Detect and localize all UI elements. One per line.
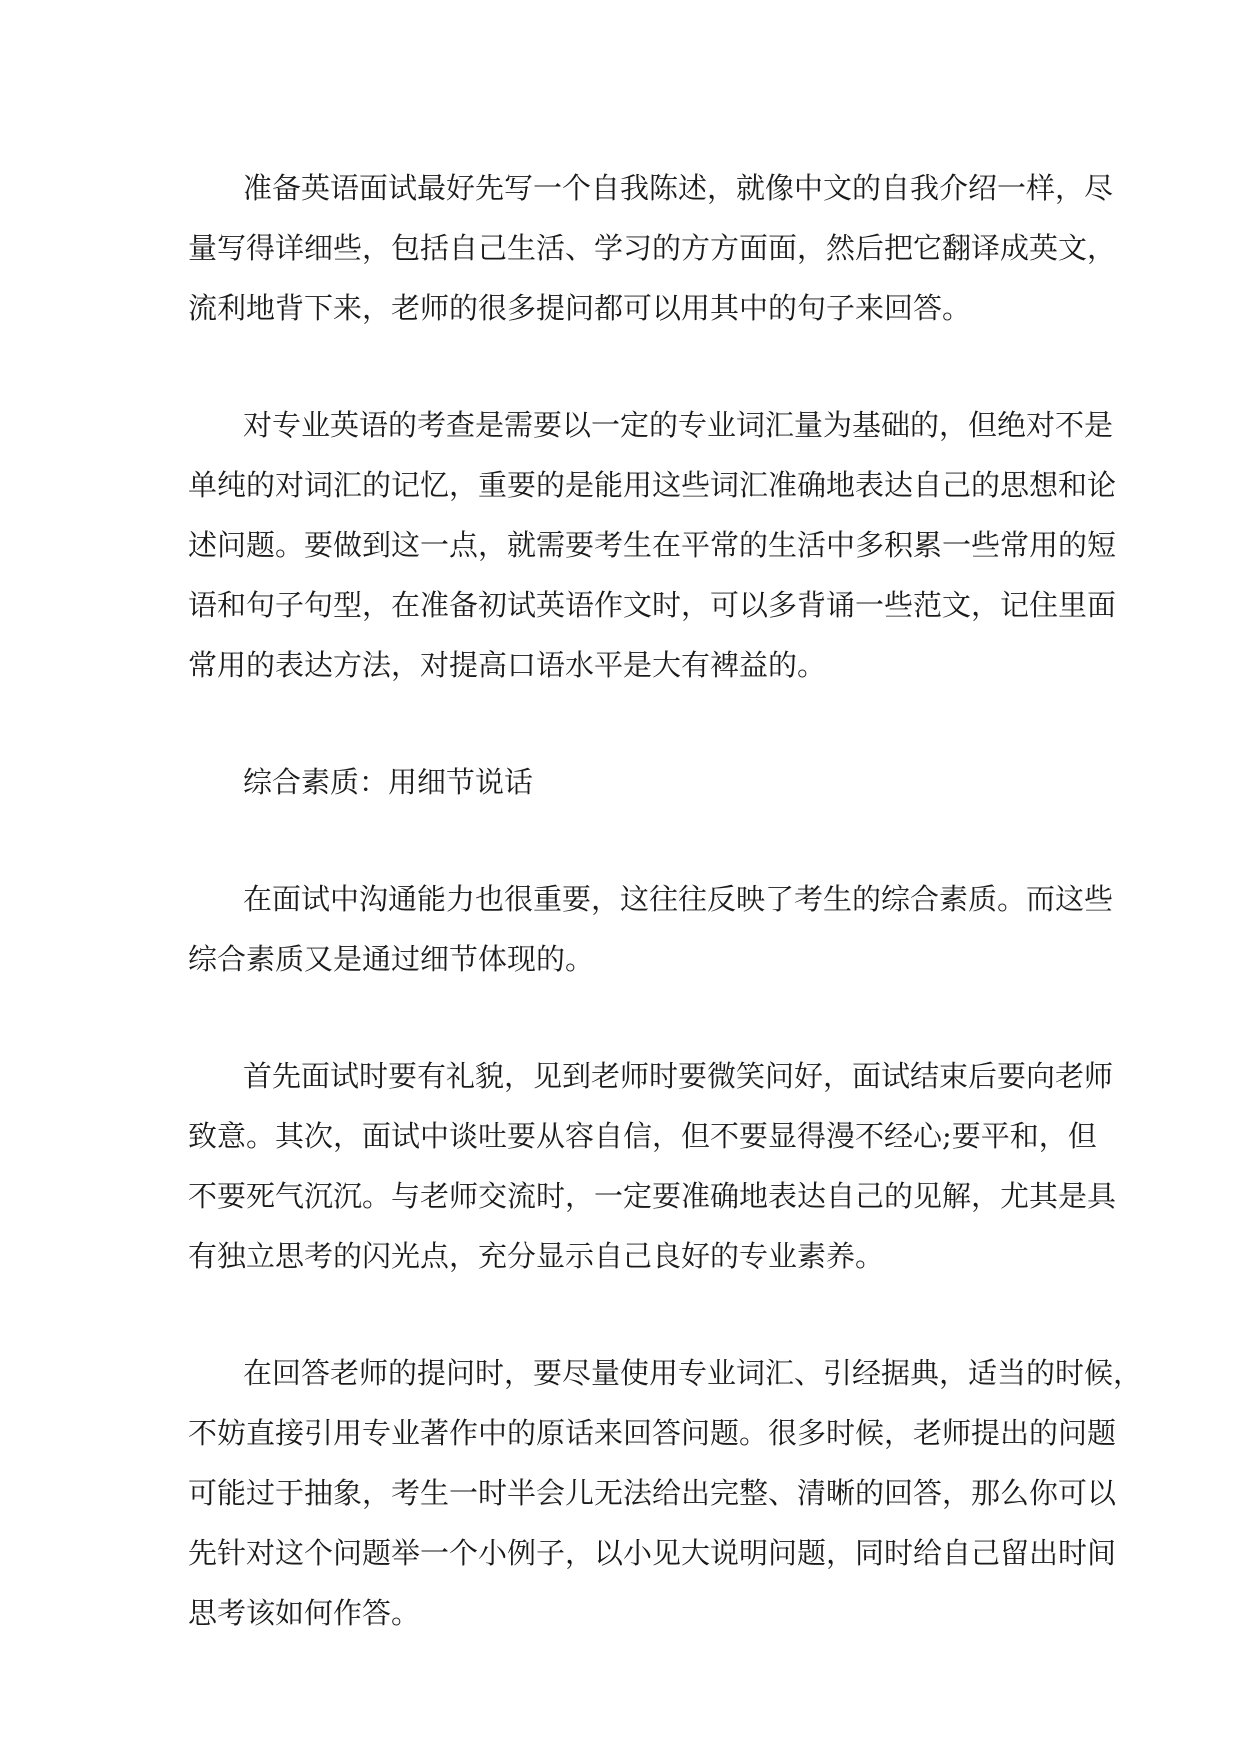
paragraph-line: 对专业英语的考查是需要以一定的专业词汇量为基础的，但绝对不是 [243,408,1114,442]
paragraph-communication [188,869,1114,989]
paragraph-line: 先针对这个问题举一个小例子，以小见大说明问题，同时给自己留出时间 [188,1536,1117,1570]
paragraph-line: 在面试中沟通能力也很重要，这往往反映了考生的综合素质。而这些 [243,882,1114,916]
paragraph-answering [188,1343,1143,1643]
paragraph-line: 述问题。要做到这一点，就需要考生在平常的生活中多积累一些常用的短 [188,528,1117,562]
paragraph-manners [188,1046,1117,1286]
section-heading [188,752,1058,812]
paragraph-line: 单纯的对词汇的记忆，重要的是能用这些词汇准确地表达自己的思想和论 [188,468,1117,502]
paragraph-line: 首先面试时要有礼貌，见到老师时要微笑问好，面试结束后要向老师 [243,1059,1114,1093]
paragraph-line: 可能过于抽象，考生一时半会儿无法给出完整、清晰的回答，那么你可以 [188,1476,1117,1510]
paragraph-line: 综合素质又是通过细节体现的。 [188,942,595,976]
section-heading-text: 综合素质：用细节说话 [243,765,534,799]
paragraph-line: 不妨直接引用专业著作中的原话来回答问题。很多时候，老师提出的问题 [188,1416,1117,1450]
paragraph-self-statement [188,158,1117,338]
paragraph-line: 流利地背下来，老师的很多提问都可以用其中的句子来回答。 [188,291,972,325]
paragraph-line: 致意。其次，面试中谈吐要从容自信，但不要显得漫不经心;要平和，但 [188,1119,1097,1153]
paragraph-line: 准备英语面试最好先写一个自我陈述，就像中文的自我介绍一样，尽 [243,171,1114,205]
paragraph-line: 量写得详细些，包括自己生活、学习的方方面面，然后把它翻译成英文， [188,231,1117,265]
paragraph-line: 不要死气沉沉。与老师交流时，一定要准确地表达自己的见解，尤其是具 [188,1179,1117,1213]
paragraph-line: 在回答老师的提问时，要尽量使用专业词汇、引经据典，适当的时候， [243,1356,1143,1390]
paragraph-line: 语和句子句型，在准备初试英语作文时，可以多背诵一些范文，记住里面 [188,588,1117,622]
paragraph-professional-english [188,395,1117,695]
document-body [188,158,1143,1643]
paragraph-line: 思考该如何作答。 [188,1596,421,1630]
paragraph-line: 有独立思考的闪光点，充分显示自己良好的专业素养。 [188,1239,885,1273]
paragraph-line: 常用的表达方法，对提高口语水平是大有裨益的。 [188,648,827,682]
